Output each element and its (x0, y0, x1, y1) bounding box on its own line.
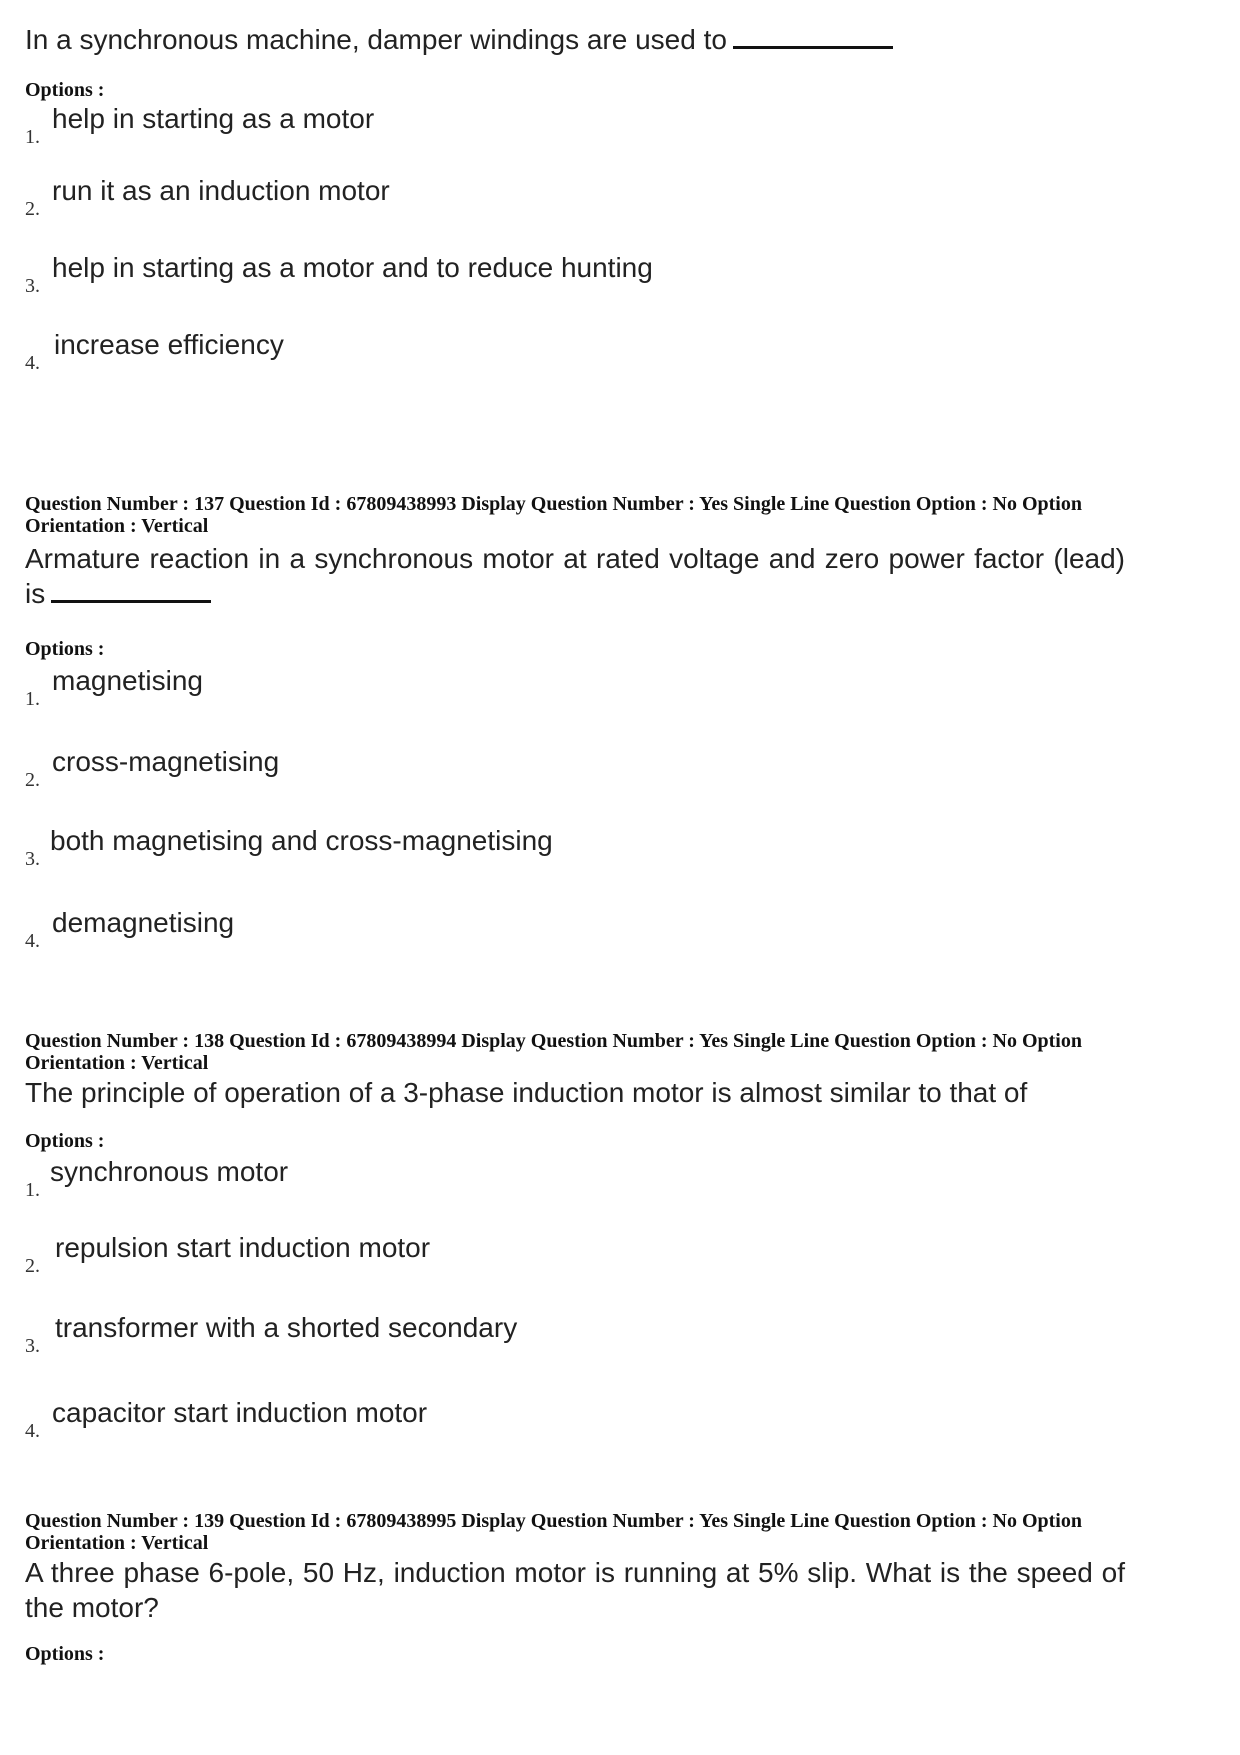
option-number: 1. (25, 1179, 40, 1201)
q139-meta (25, 1510, 1215, 1554)
option-number: 3. (25, 1335, 40, 1357)
q137-option-4[interactable] (25, 906, 1125, 956)
option-number: 4. (25, 352, 40, 374)
q138-option-4[interactable] (25, 1396, 1125, 1446)
q136-option-2[interactable] (25, 174, 1125, 224)
question-meta-line: Orientation : Vertical (25, 1052, 209, 1074)
option-text: demagnetising (52, 907, 235, 938)
option-number: 1. (25, 126, 40, 148)
q138-option-3[interactable] (25, 1311, 1125, 1361)
q136-option-1[interactable] (25, 102, 1125, 152)
q137-option-3[interactable] (25, 824, 1125, 874)
q138-options-label: Options : (25, 1130, 105, 1152)
option-number: 4. (25, 930, 40, 952)
option-text: repulsion start induction motor (55, 1232, 431, 1263)
option-text: cross-magnetising (52, 746, 280, 777)
q136-options-label: Options : (25, 79, 105, 101)
option-number: 2. (25, 198, 40, 220)
q138-option-1[interactable] (25, 1155, 1125, 1205)
question-meta-line: Orientation : Vertical (25, 1532, 209, 1554)
q139-options-label: Options : (25, 1643, 105, 1665)
q137-options-label: Options : (25, 638, 105, 660)
option-number: 2. (25, 1255, 40, 1277)
q136-question-text: In a synchronous machine, damper windings are used to (25, 22, 1215, 57)
option-number: 1. (25, 688, 40, 710)
question-meta-line: Orientation : Vertical (25, 515, 209, 537)
q138-meta (25, 1030, 1215, 1074)
q136-option-4[interactable] (25, 328, 1125, 378)
question-meta-line: Question Number : 137 Question Id : 67809438993 Display Question Number : Yes Single Line Question Option : No Option (25, 493, 1082, 515)
answer-blank (733, 22, 893, 49)
question-meta-line: Question Number : 138 Question Id : 67809438994 Display Question Number : Yes Single Line Question Option : No Option (25, 1030, 1082, 1052)
q136-option-3[interactable] (25, 251, 1125, 301)
option-text: help in starting as a motor and to reduce hunting (52, 252, 653, 283)
q137-meta (25, 493, 1215, 537)
option-text: both magnetising and cross-magnetising (50, 825, 553, 856)
q139-question-text: A three phase 6-pole, 50 Hz, induction motor is running at 5% slip. What is the speed of the motor? (25, 1557, 1125, 1623)
option-text: capacitor start induction motor (52, 1397, 428, 1428)
q138-option-2[interactable] (25, 1231, 1125, 1281)
q137-option-2[interactable] (25, 745, 1125, 795)
question-meta-line: Question Number : 139 Question Id : 67809438995 Display Question Number : Yes Single Line Question Option : No Option (25, 1510, 1082, 1532)
option-text: transformer with a shorted secondary (55, 1312, 518, 1343)
option-text: run it as an induction motor (52, 175, 390, 206)
option-text: synchronous motor (50, 1156, 289, 1187)
option-text: increase efficiency (54, 329, 284, 360)
q137-option-1[interactable] (25, 664, 1125, 714)
answer-blank (51, 576, 211, 603)
q138-question-text: The principle of operation of a 3-phase induction motor is almost similar to that of (25, 1077, 1028, 1108)
option-text: magnetising (52, 665, 203, 696)
option-number: 3. (25, 848, 40, 870)
option-text: help in starting as a motor (52, 103, 375, 134)
q137-question-text: Armature reaction in a synchronous motor at rated voltage and zero power factor (lead) is (25, 543, 1125, 609)
option-number: 4. (25, 1420, 40, 1442)
option-number: 3. (25, 275, 40, 297)
option-number: 2. (25, 769, 40, 791)
